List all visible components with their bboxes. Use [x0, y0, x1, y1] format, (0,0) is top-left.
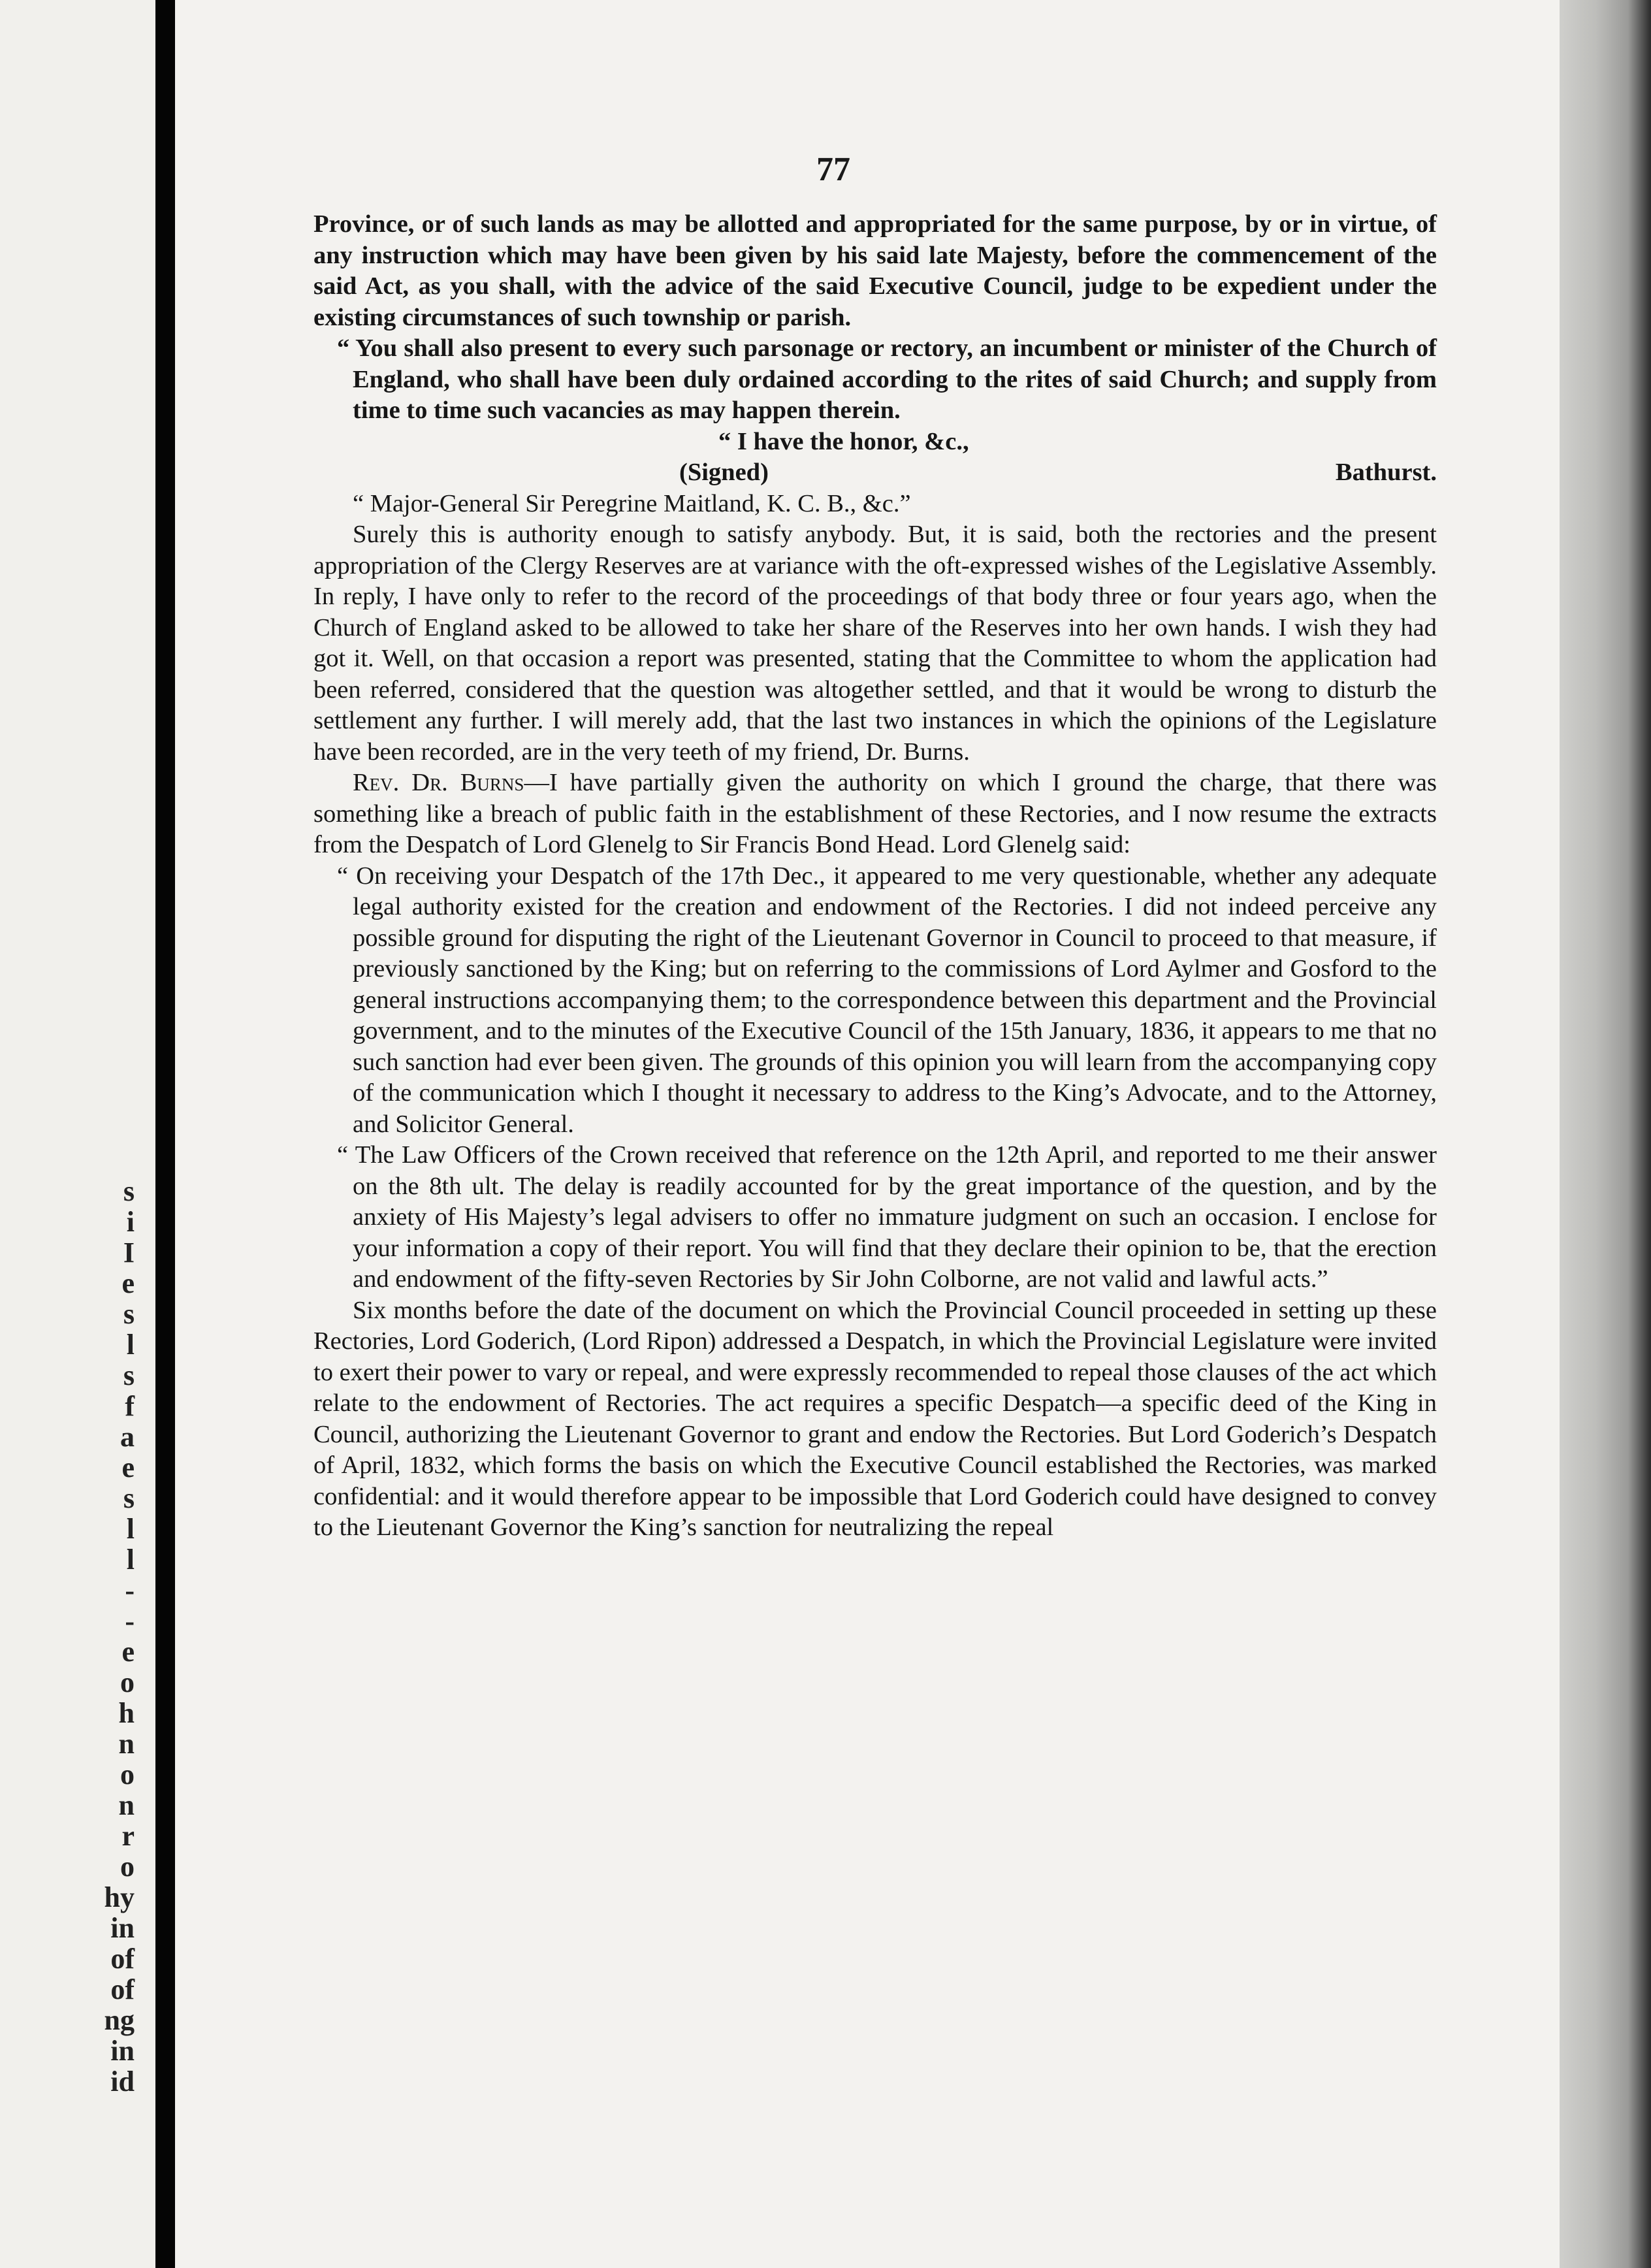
book-gutter: [155, 0, 175, 2268]
paragraph-glenelg-quote-2: “ The Law Officers of the Crown received that reference on the 12th April, and reported to me their answer on the 8th ult. The delay is readily accounted for by the great importance of the question, and by the anxiety of His Majesty’s legal advisers to offer no immature judgment on such an occasion. I enclose for your information a copy of their report. You will find that they declare their opinion to be, that the erection and endowment of the fifty-seven Rectories by Sir John Colborne, are not valid and lawful acts.”: [337, 1141, 1437, 1293]
body-text: [313, 209, 1437, 1544]
left-fragment: r: [121, 1820, 135, 1852]
closing-honor: “ I have the honor, &c.,: [718, 427, 969, 455]
left-fragment: in: [110, 2035, 135, 2067]
left-fragment: a: [120, 1421, 135, 1453]
left-fragment: -: [125, 1605, 135, 1637]
paragraph-surely: Surely this is authority enough to satisfy anybody. But, it is said, both the rectories and the present appropriation of the Clergy Reserves are at variance with the oft-expressed wishes of the Legislative Assembly. In reply, I have only to refer to the record of the proceedings of that body three or four years ago, when the Church of England asked to be allowed to take her share of the Reserves into her own hands. I wish they had got it. Well, on that occasion a report was presented, stating that the Committee to whom the application had been referred, considered that the question was altogether settled, and that it would be wrong to disturb the settlement any further. I will merely add, that the last two instances in which the opinions of the Legislature have been recorded, are in the very teeth of my friend, Dr. Burns.: [313, 521, 1437, 766]
left-fragment: hy: [104, 1881, 135, 1913]
left-fragment: e: [121, 1267, 135, 1299]
left-fragment: o: [120, 1851, 135, 1883]
left-fragment: i: [126, 1206, 135, 1238]
left-fragment: s: [123, 1482, 135, 1514]
left-fragment: e: [121, 1451, 135, 1483]
signed-line: [313, 457, 1437, 489]
left-fragment: l: [126, 1513, 135, 1545]
speaker-name: Rev. Dr. Burns: [353, 769, 524, 796]
paragraph-six-months: Six months before the date of the document on which the Provincial Council proceeded in setting up these Rectories, Lord Goderich, (Lord Ripon) addressed a Despatch, in which the Provincial Legislature were invited to exert their power to vary or repeal, and were expressly recommended to repeal those clauses of the act which relate to the endowment of Rectories. The act requires a specific Despatch—a specific deed of the King in Council, authorizing the Lieutenant Governor to grant and endow the Rectories. But Lord Goderich’s Despatch of April, 1832, which forms the basis on which the Executive Council established the Rectories, was marked confidential: and it would therefore appear to be impossible that Lord Goderich could have designed to convey to the Lieutenant Governor the King’s sanction for neutralizing the repeal: [313, 1296, 1437, 1541]
left-page-fragments: [4, 1176, 135, 2097]
left-fragment: -: [125, 1574, 135, 1606]
left-fragment: n: [118, 1789, 135, 1821]
left-fragment: I: [123, 1237, 135, 1269]
left-fragment: ng: [104, 2004, 135, 2036]
signatory-name: Bathurst.: [1335, 459, 1437, 486]
left-fragment: of: [110, 1973, 135, 2005]
signed-label: (Signed): [679, 459, 769, 486]
paragraph-present-incumbent: “ You shall also present to every such parsonage or rectory, an incumbent or minister of the Church of England, who shall have been duly ordained according to the rites of said Church; and supply from time to time such vacancies as may happen therein.: [337, 334, 1437, 424]
paragraph-rev-burns: [313, 768, 1437, 861]
paragraph-province: Province, or of such lands as may be allotted and appropriated for the same purpose, by or in virtue, of any instruction which may have been given by his said late Majesty, before the commencement of the said Act, as you shall, with the advice of the said Executive Council, judge to be expedient under the existing circumstances of such township or parish.: [313, 210, 1437, 331]
left-fragment: s: [123, 1359, 135, 1391]
left-fragment: s: [123, 1298, 135, 1330]
left-fragment: in: [110, 1912, 135, 1944]
left-fragment: o: [120, 1758, 135, 1790]
paragraph-glenelg-quote-1: “ On receiving your Despatch of the 17th Dec., it appeared to me very questionable, whether any adequate legal authority existed for the creation and endowment of the Rectories. I did not indeed perceive any possible ground for disputing the right of the Lieutenant Governor in Council to proceed to that measure, if previously sanctioned by the King; but on referring to the commissions of Lord Aylmer and Gosford to the general instructions accompanying them; to the correspondence between this department and the Provincial government, and to the minutes of the Executive Council of the 15th January, 1836, it appears to me that no such sanction had ever been given. The grounds of this opinion you will learn from the accompanying copy of the communication which I thought it necessary to address to the King’s Advocate, and to the Attorney, and Solicitor General.: [337, 862, 1437, 1138]
left-fragment: o: [120, 1666, 135, 1698]
left-fragment: f: [125, 1390, 135, 1422]
left-fragment: e: [121, 1636, 135, 1668]
left-fragment: l: [126, 1329, 135, 1361]
left-fragment: n: [118, 1728, 135, 1760]
left-fragment: s: [123, 1175, 135, 1207]
addressee-line: “ Major-General Sir Peregrine Maitland, K. C. B., &c.”: [353, 489, 911, 517]
left-fragment: l: [126, 1544, 135, 1576]
left-fragment: id: [110, 2066, 135, 2098]
left-page-edge: [0, 0, 155, 2268]
page-stack-edge: [1560, 0, 1651, 2268]
paragraph-rev-burns-text: —I have partially given the authority on which I ground the charge, that there was something like a breach of public faith in the establishment of these Rectories, and I now resume the extracts from the Despatch of Lord Glenelg to Sir Francis Bond Head. Lord Glenelg said:: [313, 769, 1437, 858]
left-fragment: h: [118, 1697, 135, 1729]
page-number: 77: [816, 151, 850, 188]
left-fragment: of: [110, 1943, 135, 1975]
